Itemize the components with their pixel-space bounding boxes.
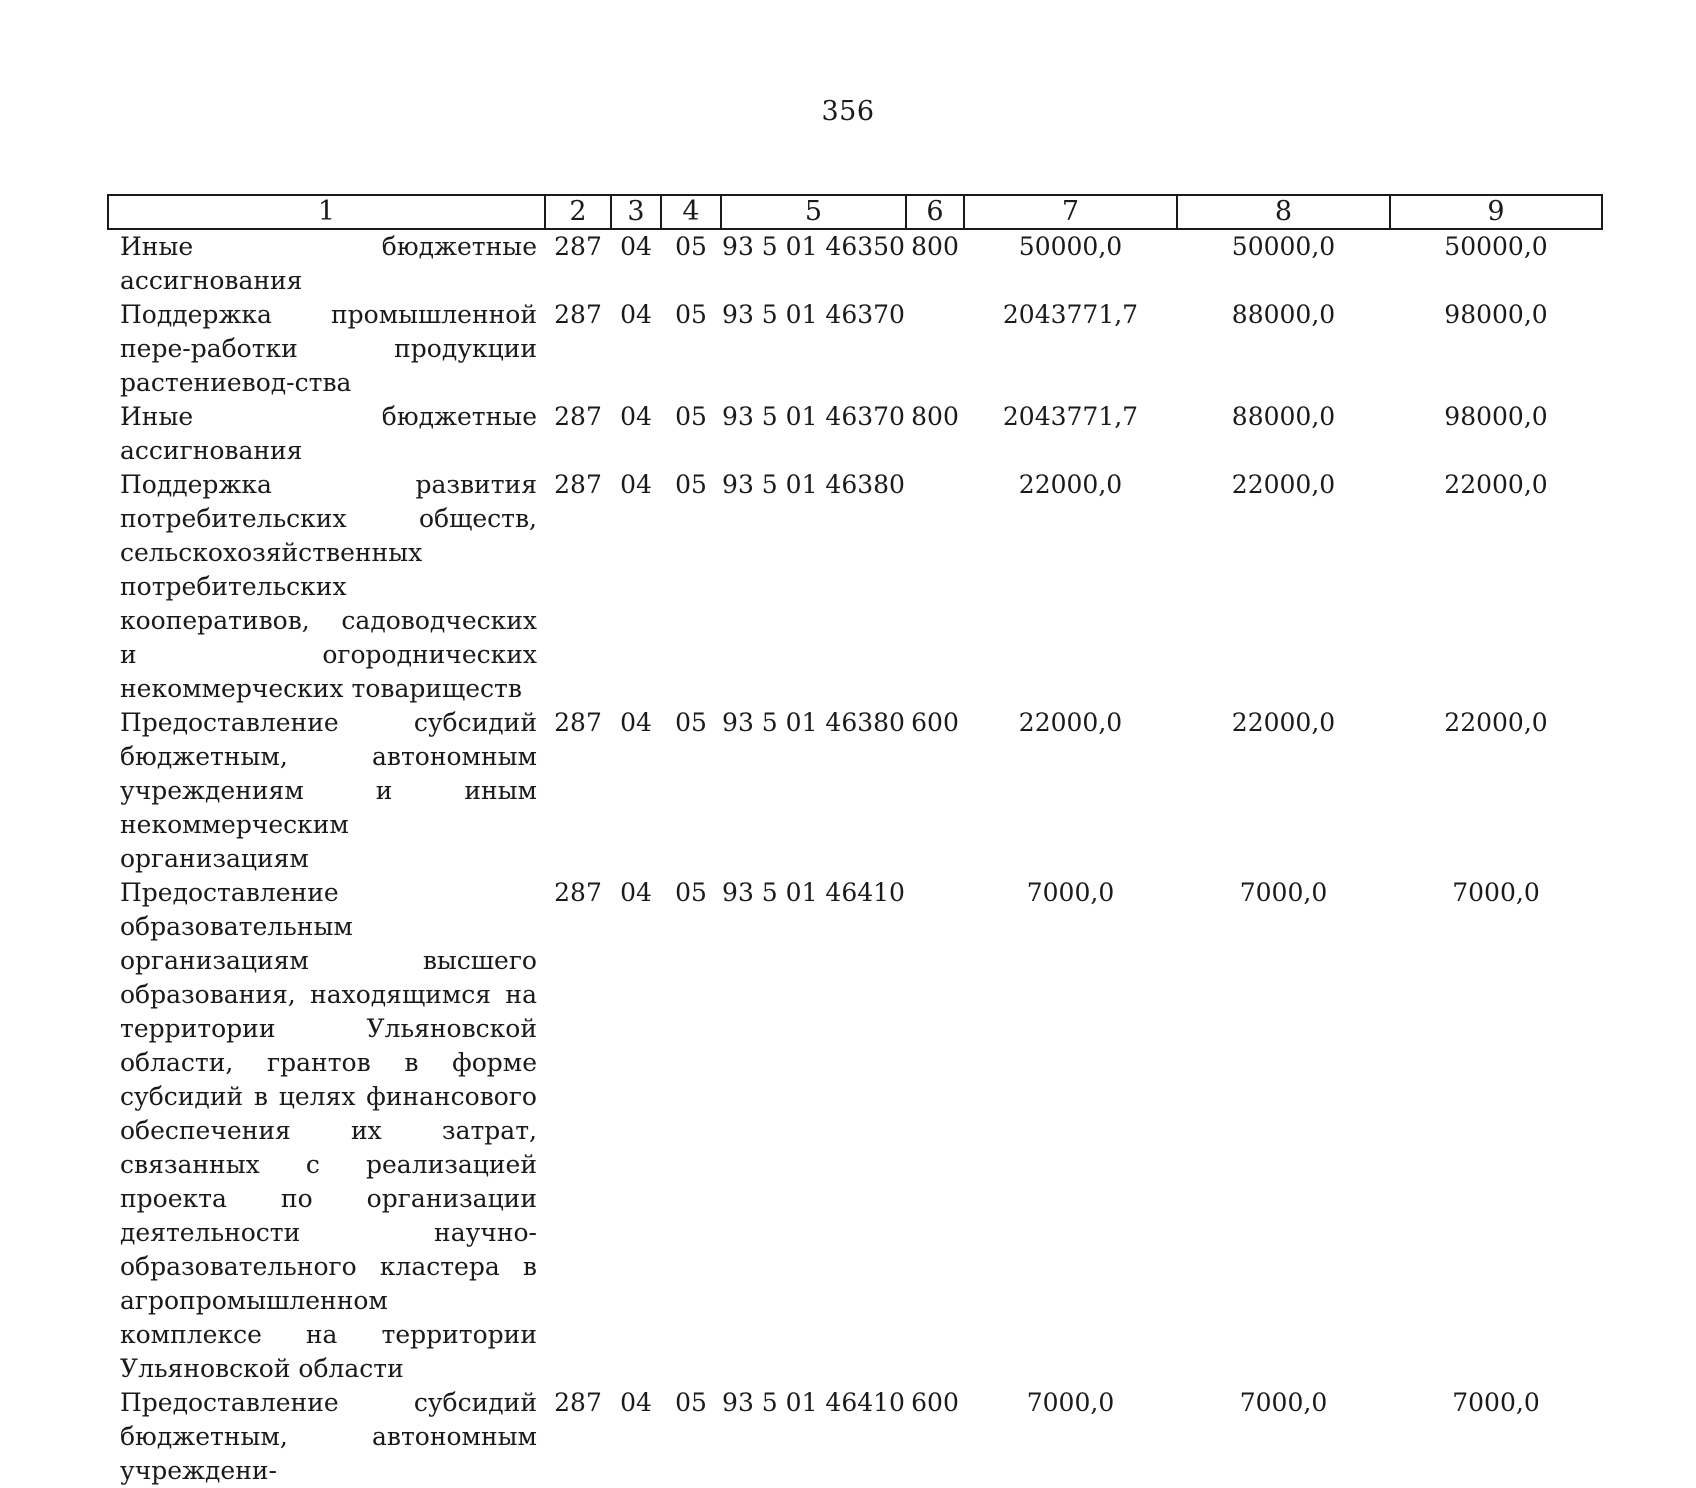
target-article-code: 93 5 01 46380	[722, 708, 905, 737]
amount-col-8: 7000,0	[1239, 1388, 1328, 1417]
table-row	[108, 876, 1602, 1386]
column-header-9: 9	[1390, 195, 1602, 229]
amount-col-7: 50000,0	[1018, 232, 1123, 261]
column-header-4: 4	[661, 195, 721, 229]
table-row	[108, 1386, 1602, 1488]
budget-table-grid	[107, 194, 1603, 1488]
target-article-code: 93 5 01 46410	[722, 878, 905, 907]
subsection-code: 05	[675, 402, 707, 431]
target-article-code: 93 5 01 46370	[722, 402, 905, 431]
row-description: Иные бюджетные ассигнования	[120, 402, 537, 465]
ministry-code: 287	[554, 878, 602, 907]
expense-type-code: 600	[911, 708, 959, 737]
amount-col-8: 22000,0	[1231, 470, 1336, 499]
row-description: Предоставление субсидий бюджетным, автономным учреждениям и иным некоммерческим организациям	[120, 708, 537, 873]
page-number: 356	[821, 96, 875, 127]
amount-col-7: 2043771,7	[1002, 300, 1139, 329]
section-code: 04	[620, 1388, 652, 1417]
subsection-code: 05	[675, 878, 707, 907]
amount-col-9: 7000,0	[1452, 1388, 1540, 1417]
header-row	[108, 195, 1602, 229]
table-row	[108, 706, 1602, 876]
table-row	[108, 298, 1602, 400]
row-description: Поддержка развития потребительских обществ, сельскохозяйственных потребительских кооперативов, садоводческих и огороднических некоммерческих товариществ	[120, 470, 537, 703]
subsection-code: 05	[675, 708, 707, 737]
expense-type-code	[906, 876, 964, 1386]
expense-type-code	[906, 468, 964, 706]
amount-col-9: 50000,0	[1444, 232, 1548, 261]
ministry-code: 287	[554, 708, 602, 737]
amount-col-7: 22000,0	[1018, 470, 1123, 499]
section-code: 04	[620, 232, 652, 261]
amount-col-8: 22000,0	[1231, 708, 1336, 737]
section-code: 04	[620, 300, 652, 329]
column-header-5: 5	[721, 195, 906, 229]
subsection-code: 05	[675, 1388, 707, 1417]
amount-col-9: 22000,0	[1444, 708, 1548, 737]
section-code: 04	[620, 708, 652, 737]
column-header-3: 3	[611, 195, 661, 229]
column-header-8: 8	[1177, 195, 1390, 229]
row-description: Предоставление субсидий бюджетным, автономным учреждени-	[120, 1388, 537, 1485]
target-article-code: 93 5 01 46350	[722, 232, 905, 261]
section-code: 04	[620, 402, 652, 431]
row-description: Иные бюджетные ассигнования	[120, 232, 537, 295]
ministry-code: 287	[554, 300, 602, 329]
target-article-code: 93 5 01 46380	[722, 470, 905, 499]
column-header-6: 6	[906, 195, 964, 229]
ministry-code: 287	[554, 232, 602, 261]
expense-type-code	[906, 298, 964, 400]
section-code: 04	[620, 878, 652, 907]
amount-col-8: 7000,0	[1239, 878, 1328, 907]
amount-col-7: 2043771,7	[1002, 402, 1139, 431]
target-article-code: 93 5 01 46410	[722, 1388, 905, 1417]
ministry-code: 287	[554, 402, 602, 431]
ministry-code: 287	[554, 470, 602, 499]
expense-type-code: 800	[911, 232, 959, 261]
section-code: 04	[620, 470, 652, 499]
table-row	[108, 400, 1602, 468]
amount-col-7: 22000,0	[1018, 708, 1123, 737]
subsection-code: 05	[675, 300, 707, 329]
expense-type-code: 800	[911, 402, 959, 431]
amount-col-8: 88000,0	[1231, 402, 1336, 431]
ministry-code: 287	[554, 1388, 602, 1417]
column-header-7: 7	[964, 195, 1177, 229]
target-article-code: 93 5 01 46370	[722, 300, 905, 329]
amount-col-9: 98000,0	[1444, 402, 1548, 431]
amount-col-7: 7000,0	[1026, 878, 1115, 907]
amount-col-8: 88000,0	[1231, 300, 1336, 329]
subsection-code: 05	[675, 232, 707, 261]
table-body	[108, 229, 1602, 1488]
amount-col-8: 50000,0	[1231, 232, 1336, 261]
amount-col-9: 22000,0	[1444, 470, 1548, 499]
column-header-1: 1	[108, 195, 545, 229]
amount-col-7: 7000,0	[1026, 1388, 1115, 1417]
table-header	[108, 195, 1602, 229]
expense-type-code: 600	[911, 1388, 959, 1417]
row-description: Поддержка промышленной пере-работки продукции растениевод-ства	[120, 300, 537, 397]
budget-table	[107, 194, 1601, 1488]
amount-col-9: 98000,0	[1444, 300, 1548, 329]
column-header-2: 2	[545, 195, 611, 229]
row-description: Предоставление образовательным организациям высшего образования, находящимся на территории Ульяновской области, грантов в форме субсидий в целях финансового обеспечения их затрат, связанных с реализацией проекта по организации деятельности научно-образовательного кластера в агропромышленном комплексе на территории Ульяновской области	[120, 878, 537, 1383]
table-row	[108, 468, 1602, 706]
amount-col-9: 7000,0	[1452, 878, 1540, 907]
subsection-code: 05	[675, 470, 707, 499]
table-row	[108, 229, 1602, 298]
